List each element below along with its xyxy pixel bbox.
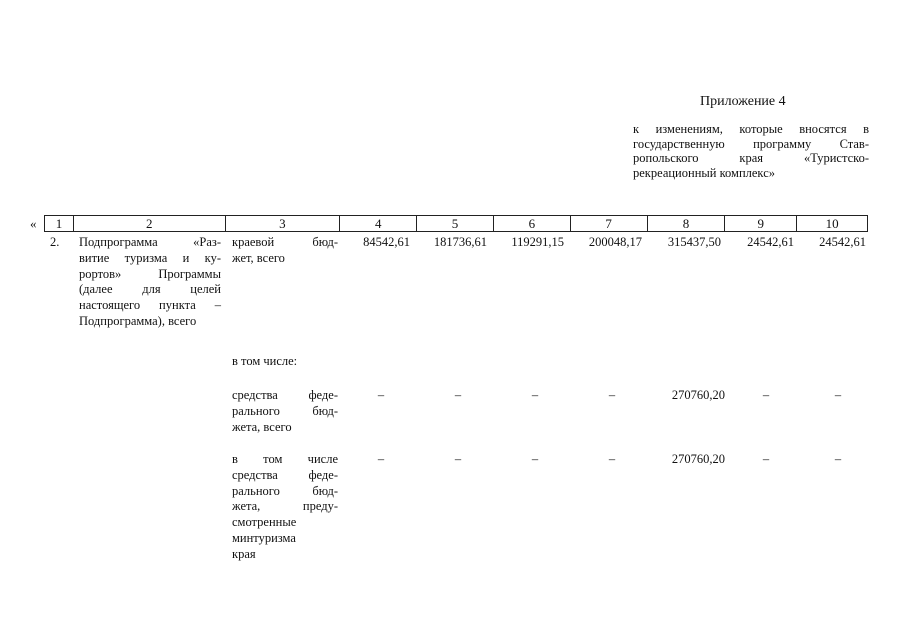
column-header: 5	[417, 216, 494, 231]
subtitle-line: ропольского края «Туристско-	[633, 151, 869, 165]
value-col5: –	[454, 452, 462, 466]
source-line: рального бюд-	[232, 403, 338, 418]
value-col5: –	[454, 388, 462, 402]
appendix-title: Приложение 4	[700, 94, 786, 109]
column-header: 3	[226, 216, 341, 231]
subtitle-line: к изменениям, которые вносятся в	[633, 122, 869, 136]
value-col10: –	[834, 388, 842, 402]
source-line: жета, всего	[232, 419, 292, 434]
value-col4: –	[377, 452, 385, 466]
subtitle-line: государственную программу Став-	[633, 136, 869, 151]
name-line: витие туризма и ку-	[79, 250, 221, 265]
value-col9: 24542,61	[747, 235, 794, 249]
column-header: 1	[45, 216, 74, 231]
value-col5: 181736,61	[433, 235, 487, 249]
value-col8: 315437,50	[667, 235, 721, 249]
source-line: смотренные	[232, 515, 297, 530]
source-line: рального бюд-	[232, 483, 338, 498]
source-line: в том числе	[232, 452, 338, 466]
name-line: (далее для целей	[79, 282, 221, 297]
name-line: настоящего пункта –	[79, 298, 221, 313]
name-line: рортов» Программы	[79, 266, 221, 281]
row-number: 2.	[50, 235, 60, 249]
column-header: 2	[74, 216, 226, 231]
value-col8: 270760,20	[671, 452, 725, 466]
name-line: Подпрограмма), всего	[79, 313, 197, 328]
appendix-subtitle	[633, 122, 869, 180]
value-col10: –	[834, 452, 842, 466]
source-line: жет, всего	[232, 250, 285, 265]
column-header: 6	[494, 216, 571, 231]
name-line: Подпрограмма «Раз-	[79, 235, 221, 249]
source-line: краевой бюд-	[232, 235, 338, 249]
source-line: средства феде-	[232, 388, 338, 402]
source-line: минтуризма	[232, 530, 296, 545]
subprogram-name	[79, 235, 221, 330]
column-header: 8	[648, 216, 726, 231]
source-line: средства феде-	[232, 467, 338, 482]
value-col8: 270760,20	[671, 388, 725, 402]
source-line: жета, преду-	[232, 499, 338, 514]
value-col10: 24542,61	[819, 235, 866, 249]
value-col7: –	[608, 452, 616, 466]
source-line: края	[232, 546, 256, 561]
column-header: 10	[825, 216, 839, 231]
value-col9: –	[762, 452, 770, 466]
value-col7: 200048,17	[588, 235, 642, 249]
value-col6: –	[531, 452, 539, 466]
source-federal-ministry	[232, 452, 338, 563]
value-col4: –	[377, 388, 385, 402]
value-col6: –	[531, 388, 539, 402]
value-col6: 119291,15	[511, 235, 564, 249]
value-col4: 84542,61	[363, 235, 410, 249]
column-header: 7	[571, 216, 648, 231]
value-col7: –	[608, 388, 616, 402]
subtitle-line: рекреационный комплекс»	[633, 165, 775, 180]
column-header: 4	[340, 216, 417, 231]
table-header-row	[44, 215, 868, 232]
column-header: 9	[725, 216, 797, 231]
source-regional-budget	[232, 235, 338, 267]
source-including: в том числе:	[232, 354, 298, 368]
source-federal-budget	[232, 388, 338, 435]
value-col9: –	[762, 388, 770, 402]
open-quote: «	[30, 216, 37, 231]
